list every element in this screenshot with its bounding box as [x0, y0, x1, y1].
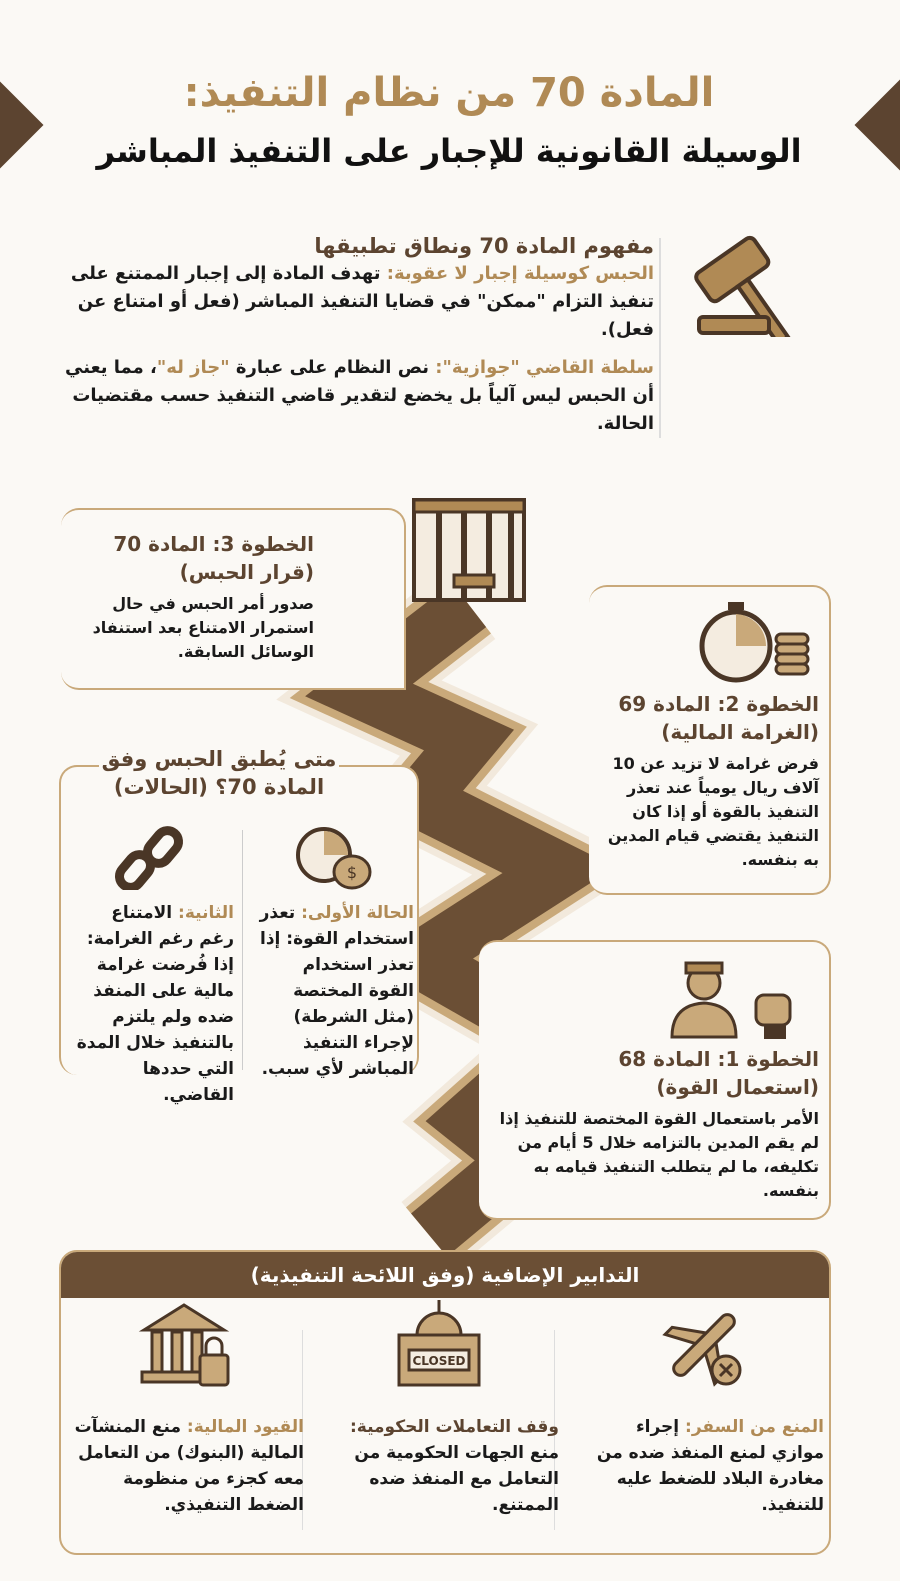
jail-icon — [415, 500, 525, 600]
bank-lock-icon — [135, 1300, 235, 1390]
text: الامتناع رغم رغم الغرامة: إذا فُرضت غرامة مالية على المنفذ ضده ولم يلتزم بالتنفيذ خلال المدة التي حددها القاضي. — [77, 903, 235, 1105]
text: ، مما يعني أن الحبس ليس آلياً بل يخضع لتقدير قاضي التنفيذ حسب مقتضيات الحالة. — [66, 357, 655, 434]
step-2-text: فرض غرامة لا تزيد عن 10 آلاف ريال يومياً عند تعذر التنفيذ بالقوة أو إذا كان التنفيذ يقتضي قيام المدين به بنفسه. — [608, 754, 820, 869]
step-2-subtitle: (الغرامة المالية) — [662, 720, 820, 744]
cases-title: متى يُطبق الحبس وفق المادة 70؟ (الحالات) — [100, 745, 340, 801]
case-1-text — [255, 900, 415, 1082]
step-1-title: الخطوة 1: المادة 68 — [619, 1047, 820, 1071]
page-subtitle: الوسيلة القانونية للإجبار على التنفيذ المباشر — [97, 132, 803, 170]
airplane-no-icon — [655, 1300, 755, 1390]
text: تهدف المادة إلى إجبار الممتنع على تنفيذ التزام "ممكن" في قضايا التنفيذ المباشر (فعل أو امتناع عن فعل). — [71, 263, 655, 340]
step-2-title: الخطوة 2: المادة 69 — [619, 692, 820, 716]
label: الثانية: — [179, 903, 235, 923]
text: إجراء موازي لمنع المنفذ ضده من مغادرة البلاد للضغط عليه للتنفيذ. — [597, 1417, 825, 1515]
police-force-icon — [665, 955, 805, 1040]
measure-text — [65, 1414, 305, 1518]
measure-text — [320, 1414, 560, 1518]
step-3-text: صدور أمر الحبس في حال استمرار الامتناع بعد استنفاد الوسائل السابقة. — [93, 594, 315, 661]
step-2-content — [600, 690, 820, 872]
measure-financial-restrictions — [65, 1300, 305, 1518]
text: نص النظام على عبارة — [230, 357, 437, 378]
step-1-content — [495, 1045, 820, 1203]
step-3-content — [80, 530, 315, 664]
page-title: المادة 70 من نظام التنفيذ: — [184, 70, 716, 116]
step-3-title: الخطوة 3: المادة 70 — [114, 532, 315, 556]
label: الحبس كوسيلة إجبار لا عقوبة: — [387, 263, 655, 284]
svg-text:CLOSED: CLOSED — [413, 1354, 467, 1368]
step-1-subtitle: (استعمال القوة) — [657, 1075, 820, 1099]
step-1-text: الأمر باستعمال القوة المختصة للتنفيذ إذا لم يقم المدين بالتزامه خلال 5 أيام من تكليفه، ما لم يتطلب التنفيذ قيامه به بنفسه. — [500, 1109, 820, 1200]
label: القيود المالية: — [187, 1417, 305, 1437]
svg-text:$: $ — [347, 863, 359, 882]
measure-government-stop — [320, 1300, 560, 1518]
closed-building-icon — [390, 1300, 490, 1390]
step-3-subtitle: (قرار الحبس) — [180, 560, 315, 584]
label: سلطة القاضي "جوازية": — [436, 357, 655, 378]
text: تعذر استخدام القوة: إذا تعذر استخدام القوة المختصة (مثل الشرطة) لإجراء التنفيذ المباشر لأي سبب. — [260, 903, 415, 1079]
stopwatch-coins-icon — [695, 598, 815, 683]
broken-chain-icon — [115, 825, 195, 890]
cases-divider — [243, 830, 244, 1070]
label: الحالة الأولى: — [302, 903, 415, 923]
quote: "جاز له" — [157, 357, 231, 378]
measure-text — [585, 1414, 825, 1518]
text: منع الجهات الحكومية من التعامل مع المنفذ ضده الممتنع. — [355, 1443, 560, 1515]
measure-travel-ban — [585, 1300, 825, 1518]
concept-title: مفهوم المادة 70 ونطاق تطبيقها — [315, 234, 655, 258]
label: وقف التعاملات الحكومية: — [350, 1417, 560, 1437]
stopwatch-money-bag-icon — [295, 820, 375, 890]
text: منع المنشآت المالية (البنوك) من التعامل معه كجزء من منظومة الضغط التنفيذي. — [75, 1417, 305, 1515]
case-2-text — [75, 900, 235, 1108]
measures-header: التدابير الإضافية (وفق اللائحة التنفيذية) — [62, 1252, 830, 1298]
label: المنع من السفر: — [686, 1417, 825, 1437]
